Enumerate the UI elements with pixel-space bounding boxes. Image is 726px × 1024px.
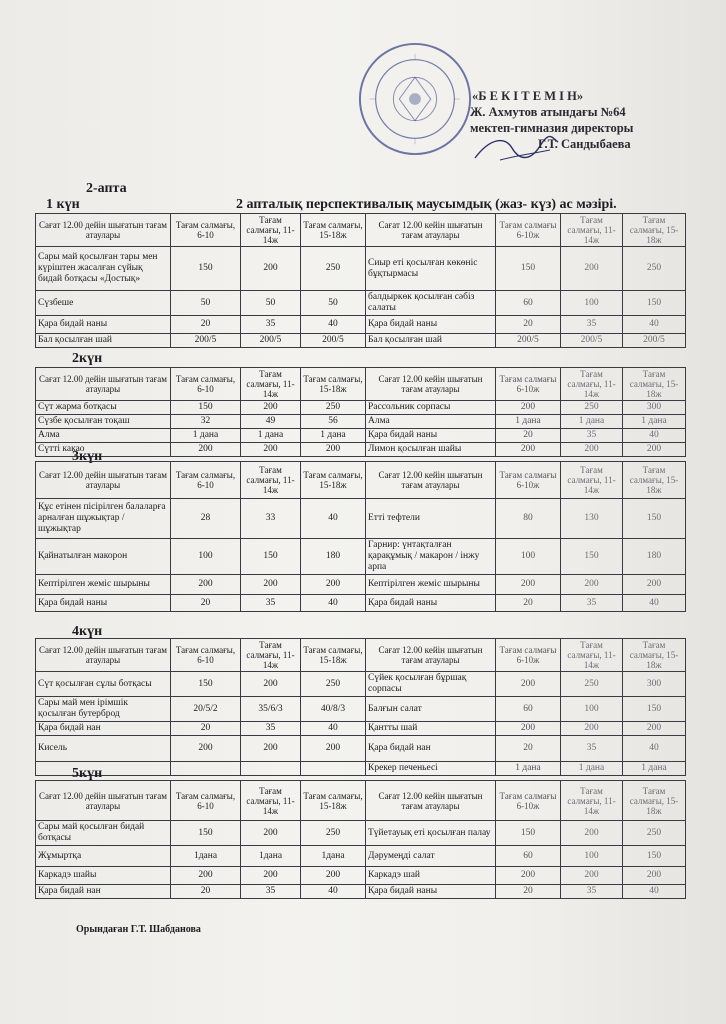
week-label: 2-апта: [86, 181, 127, 196]
dish-name-cell: Сары май қосылған тары мен күріштен жасалған сүйық бидай ботқасы «Достық»: [36, 247, 171, 291]
portion-weight-cell: 200: [561, 575, 623, 595]
portion-weight-cell: 200: [241, 575, 301, 595]
dish-name-cell: Қара бидай нан: [366, 736, 496, 762]
column-header: Тағам салмағы, 11-14ж: [561, 214, 623, 247]
portion-weight-cell: 200: [241, 867, 301, 885]
portion-weight-cell: 200: [171, 575, 241, 595]
approval-title: «Б Е К І Т Е М І Н»: [472, 89, 584, 103]
column-header: Тағам салмағы 6-10ж: [496, 462, 561, 499]
dish-name-cell: Қайнатылған макорон: [36, 539, 171, 575]
dish-name-cell: Қара бидай нан: [36, 722, 171, 736]
column-header: Сағат 12.00 дейін шығатын тағам атаулары: [36, 639, 171, 672]
portion-weight-cell: 1 дана: [561, 762, 623, 776]
day-label: 4күн: [72, 624, 103, 639]
portion-weight-cell: 200: [241, 247, 301, 291]
portion-weight-cell: 180: [623, 539, 686, 575]
column-header: Тағам салмағы, 15-18ж: [623, 368, 686, 401]
portion-weight-cell: 200: [561, 722, 623, 736]
portion-weight-cell: 200: [301, 867, 366, 885]
portion-weight-cell: 250: [623, 821, 686, 846]
dish-name-cell: Сиыр еті қосылған көкөніс бұқтырмасы: [366, 247, 496, 291]
table-row: [36, 401, 686, 415]
column-header: Тағам салмағы 6-10ж: [496, 781, 561, 821]
portion-weight-cell: 200: [496, 575, 561, 595]
column-header: Тағам салмағы, 15-18ж: [301, 368, 366, 401]
portion-weight-cell: 20: [496, 885, 561, 899]
table-row: [36, 247, 686, 291]
portion-weight-cell: 56: [301, 415, 366, 429]
portion-weight-cell: 50: [301, 291, 366, 316]
table-row: [36, 415, 686, 429]
column-header: Тағам салмағы, 6-10: [171, 462, 241, 499]
column-header: Сағат 12.00 дейін шығатын тағам атаулары: [36, 368, 171, 401]
menu-table-day-4: [35, 638, 686, 776]
portion-weight-cell: 28: [171, 499, 241, 539]
menu-table-day-1: [35, 213, 686, 348]
column-header: Тағам салмағы, 15-18ж: [301, 214, 366, 247]
portion-weight-cell: 1 дана: [623, 415, 686, 429]
portion-weight-cell: 150: [623, 846, 686, 867]
portion-weight-cell: 60: [496, 697, 561, 722]
portion-weight-cell: 35: [561, 736, 623, 762]
portion-weight-cell: 200: [623, 722, 686, 736]
column-header: Тағам салмағы, 15-18ж: [623, 462, 686, 499]
column-header: Тағам салмағы, 11-14ж: [241, 368, 301, 401]
table-row: [36, 736, 686, 762]
portion-weight-cell: 250: [301, 821, 366, 846]
table-row: [36, 846, 686, 867]
portion-weight-cell: 150: [241, 539, 301, 575]
portion-weight-cell: 200: [241, 401, 301, 415]
portion-weight-cell: 100: [496, 539, 561, 575]
dish-name-cell: Сүт қосылған сұлы ботқасы: [36, 672, 171, 697]
table-row: [36, 575, 686, 595]
dish-name-cell: Каркадэ шайы: [36, 867, 171, 885]
dish-name-cell: Бал қосылған шай: [36, 334, 171, 348]
portion-weight-cell: 100: [561, 846, 623, 867]
dish-name-cell: Қара бидай наны: [36, 595, 171, 612]
page-title: 2 апталық перспективалық маусымдық (жаз- күз) ас мәзірі.: [236, 197, 617, 212]
portion-weight-cell: 1дана: [241, 846, 301, 867]
dish-name-cell: Қара бидай наны: [366, 429, 496, 443]
portion-weight-cell: 200: [241, 443, 301, 457]
portion-weight-cell: 180: [301, 539, 366, 575]
table-row: [36, 885, 686, 899]
dish-name-cell: Түйетауық еті қосылған палау: [366, 821, 496, 846]
portion-weight-cell: 35: [561, 316, 623, 334]
column-header: Тағам салмағы, 6-10: [171, 214, 241, 247]
portion-weight-cell: 100: [171, 539, 241, 575]
portion-weight-cell: 200: [561, 247, 623, 291]
column-header: Тағам салмағы, 11-14ж: [241, 781, 301, 821]
table-row: [36, 697, 686, 722]
column-header: Тағам салмағы 6-10ж: [496, 214, 561, 247]
portion-weight-cell: 35: [241, 316, 301, 334]
portion-weight-cell: 200: [496, 443, 561, 457]
column-header: Сағат 12.00 кейін шығатын тағам атаулары: [366, 781, 496, 821]
portion-weight-cell: 1 дана: [241, 429, 301, 443]
table-row: [36, 672, 686, 697]
portion-weight-cell: 200: [623, 443, 686, 457]
column-header: Сағат 12.00 кейін шығатын тағам атаулары: [366, 639, 496, 672]
portion-weight-cell: 200: [241, 736, 301, 762]
table-row: [36, 334, 686, 348]
portion-weight-cell: 200/5: [301, 334, 366, 348]
dish-name-cell: Балғын салат: [366, 697, 496, 722]
table-row: [36, 722, 686, 736]
menu-table-day-5: [35, 780, 686, 899]
dish-name-cell: Сары май қосылған бидай ботқасы: [36, 821, 171, 846]
column-header: Сағат 12.00 кейін шығатын тағам атаулары: [366, 214, 496, 247]
portion-weight-cell: 200: [301, 443, 366, 457]
dish-name-cell: Алма: [36, 429, 171, 443]
portion-weight-cell: 35: [561, 429, 623, 443]
approval-role: мектеп-гимназия директоры: [470, 121, 634, 135]
portion-weight-cell: 250: [301, 401, 366, 415]
portion-weight-cell: 100: [561, 697, 623, 722]
dish-name-cell: Сүзбеше: [36, 291, 171, 316]
official-stamp-seal: [356, 40, 474, 158]
portion-weight-cell: 200: [171, 443, 241, 457]
portion-weight-cell: 1 дана: [301, 429, 366, 443]
dish-name-cell: Қантты шай: [366, 722, 496, 736]
dish-name-cell: Бал қосылған шай: [366, 334, 496, 348]
dish-name-cell: Лимон қосылған шайы: [366, 443, 496, 457]
portion-weight-cell: 35: [241, 885, 301, 899]
table-row: [36, 443, 686, 457]
portion-weight-cell: 150: [623, 291, 686, 316]
portion-weight-cell: 200: [496, 401, 561, 415]
day-label: 2күн: [72, 351, 103, 366]
portion-weight-cell: 200/5: [241, 334, 301, 348]
portion-weight-cell: 33: [241, 499, 301, 539]
dish-name-cell: Дәрумеңді салат: [366, 846, 496, 867]
dish-name-cell: Құс етінен пісірілген балаларға арналған шұжықтар / шұжықтар: [36, 499, 171, 539]
portion-weight-cell: 20: [496, 595, 561, 612]
dish-name-cell: Кептірілген жеміс шырыны: [366, 575, 496, 595]
portion-weight-cell: 250: [561, 401, 623, 415]
portion-weight-cell: 50: [241, 291, 301, 316]
column-header: Тағам салмағы, 11-14ж: [241, 214, 301, 247]
day-label: 1 күн: [46, 197, 80, 212]
day-label: 5күн: [72, 766, 103, 781]
portion-weight-cell: 35: [561, 595, 623, 612]
table-row: [36, 595, 686, 612]
portion-weight-cell: 20: [171, 885, 241, 899]
portion-weight-cell: 20/5/2: [171, 697, 241, 722]
column-header: Тағам салмағы, 15-18ж: [301, 781, 366, 821]
table-header-row: [36, 368, 686, 401]
menu-table-day-2: [35, 367, 686, 457]
portion-weight-cell: 200/5: [561, 334, 623, 348]
dish-name-cell: Етті тефтели: [366, 499, 496, 539]
portion-weight-cell: [171, 762, 241, 776]
portion-weight-cell: 1 дана: [171, 429, 241, 443]
portion-weight-cell: 200: [241, 672, 301, 697]
table-header-row: [36, 214, 686, 247]
dish-name-cell: Қара бидай наны: [36, 316, 171, 334]
dish-name-cell: Қара бидай нан: [36, 885, 171, 899]
portion-weight-cell: 200: [496, 867, 561, 885]
portion-weight-cell: 20: [171, 595, 241, 612]
portion-weight-cell: 40/8/3: [301, 697, 366, 722]
table-row: [36, 291, 686, 316]
portion-weight-cell: 250: [301, 247, 366, 291]
portion-weight-cell: 40: [623, 736, 686, 762]
portion-weight-cell: 200/5: [623, 334, 686, 348]
prepared-by: Орындаған Г.Т. Шабданова: [76, 924, 201, 935]
dish-name-cell: Гарнир: үнтақталған қарақұмық / макарон / інжу арпа: [366, 539, 496, 575]
portion-weight-cell: 20: [496, 316, 561, 334]
column-header: Тағам салмағы, 15-18ж: [301, 639, 366, 672]
approval-block: [470, 88, 710, 152]
dish-name-cell: Рассольник сорпасы: [366, 401, 496, 415]
table-row: [36, 762, 686, 776]
dish-name-cell: [36, 762, 171, 776]
portion-weight-cell: 300: [623, 401, 686, 415]
portion-weight-cell: 40: [301, 722, 366, 736]
column-header: Тағам салмағы, 15-18ж: [623, 781, 686, 821]
portion-weight-cell: 40: [301, 499, 366, 539]
portion-weight-cell: 1 дана: [496, 762, 561, 776]
portion-weight-cell: 40: [623, 429, 686, 443]
portion-weight-cell: 200: [496, 672, 561, 697]
approval-school: Ж. Ахмутов атындағы №64: [470, 105, 626, 119]
column-header: Сағат 12.00 дейін шығатын тағам атаулары: [36, 462, 171, 499]
column-header: Тағам салмағы, 11-14ж: [561, 639, 623, 672]
portion-weight-cell: 150: [496, 821, 561, 846]
column-header: Сағат 12.00 дейін шығатын тағам атаулары: [36, 781, 171, 821]
portion-weight-cell: 200/5: [171, 334, 241, 348]
portion-weight-cell: 200/5: [496, 334, 561, 348]
portion-weight-cell: 250: [561, 672, 623, 697]
dish-name-cell: Сүтті какао: [36, 443, 171, 457]
table-row: [36, 429, 686, 443]
dish-name-cell: Алма: [366, 415, 496, 429]
dish-name-cell: Кисель: [36, 736, 171, 762]
column-header: Тағам салмағы 6-10ж: [496, 368, 561, 401]
day-label: 3күн: [72, 449, 103, 464]
portion-weight-cell: 1 дана: [623, 762, 686, 776]
portion-weight-cell: 1дана: [171, 846, 241, 867]
portion-weight-cell: 150: [171, 672, 241, 697]
dish-name-cell: балдыркөк қосылған сәбіз салаты: [366, 291, 496, 316]
portion-weight-cell: 200: [171, 867, 241, 885]
portion-weight-cell: 200: [241, 821, 301, 846]
portion-weight-cell: 40: [301, 885, 366, 899]
portion-weight-cell: 130: [561, 499, 623, 539]
portion-weight-cell: 300: [623, 672, 686, 697]
portion-weight-cell: 150: [171, 821, 241, 846]
portion-weight-cell: 200: [623, 867, 686, 885]
portion-weight-cell: 150: [561, 539, 623, 575]
portion-weight-cell: 250: [301, 672, 366, 697]
column-header: Тағам салмағы, 15-18ж: [623, 214, 686, 247]
portion-weight-cell: 200: [561, 443, 623, 457]
column-header: Тағам салмағы 6-10ж: [496, 639, 561, 672]
column-header: Сағат 12.00 кейін шығатын тағам атаулары: [366, 368, 496, 401]
column-header: Тағам салмағы, 6-10: [171, 781, 241, 821]
portion-weight-cell: 40: [301, 595, 366, 612]
table-header-row: [36, 639, 686, 672]
table-row: [36, 499, 686, 539]
portion-weight-cell: 150: [623, 499, 686, 539]
portion-weight-cell: 100: [561, 291, 623, 316]
portion-weight-cell: 150: [623, 697, 686, 722]
column-header: Тағам салмағы, 11-14ж: [561, 781, 623, 821]
portion-weight-cell: 1 дана: [496, 415, 561, 429]
portion-weight-cell: 150: [171, 247, 241, 291]
portion-weight-cell: 40: [623, 885, 686, 899]
portion-weight-cell: 49: [241, 415, 301, 429]
table-row: [36, 821, 686, 846]
menu-table-day-3: [35, 461, 686, 612]
column-header: Тағам салмағы, 11-14ж: [561, 368, 623, 401]
portion-weight-cell: 150: [496, 247, 561, 291]
portion-weight-cell: 200: [623, 575, 686, 595]
column-header: Тағам салмағы, 11-14ж: [241, 639, 301, 672]
portion-weight-cell: 40: [623, 595, 686, 612]
portion-weight-cell: 250: [623, 247, 686, 291]
portion-weight-cell: 60: [496, 846, 561, 867]
table-header-row: [36, 781, 686, 821]
portion-weight-cell: 20: [171, 316, 241, 334]
dish-name-cell: Сүзбе қосылған тоқаш: [36, 415, 171, 429]
portion-weight-cell: 150: [171, 401, 241, 415]
portion-weight-cell: 200: [171, 736, 241, 762]
portion-weight-cell: 35: [241, 595, 301, 612]
portion-weight-cell: 35: [241, 722, 301, 736]
column-header: Тағам салмағы, 6-10: [171, 639, 241, 672]
portion-weight-cell: 60: [496, 291, 561, 316]
dish-name-cell: Қара бидай наны: [366, 595, 496, 612]
approval-director-name: Г.Т. Сандыбаева: [538, 137, 631, 151]
portion-weight-cell: 20: [496, 429, 561, 443]
portion-weight-cell: 32: [171, 415, 241, 429]
dish-name-cell: Жұмыртқа: [36, 846, 171, 867]
column-header: Сағат 12.00 дейін шығатын тағам атаулары: [36, 214, 171, 247]
column-header: Тағам салмағы, 15-18ж: [623, 639, 686, 672]
portion-weight-cell: 50: [171, 291, 241, 316]
dish-name-cell: Сары май мен ірімшік қосылған бутерброд: [36, 697, 171, 722]
portion-weight-cell: 20: [496, 736, 561, 762]
portion-weight-cell: 40: [623, 316, 686, 334]
column-header: Тағам салмағы, 11-14ж: [241, 462, 301, 499]
column-header: Тағам салмағы, 11-14ж: [561, 462, 623, 499]
table-row: [36, 316, 686, 334]
dish-name-cell: Қара бидай наны: [366, 885, 496, 899]
portion-weight-cell: 200: [496, 722, 561, 736]
dish-name-cell: Крекер печеньесі: [366, 762, 496, 776]
dish-name-cell: Сүйек қосылған бұршақ сорпасы: [366, 672, 496, 697]
portion-weight-cell: 35/6/3: [241, 697, 301, 722]
portion-weight-cell: 1 дана: [561, 415, 623, 429]
portion-weight-cell: 80: [496, 499, 561, 539]
portion-weight-cell: 200: [301, 736, 366, 762]
portion-weight-cell: 20: [171, 722, 241, 736]
dish-name-cell: Каркадэ шай: [366, 867, 496, 885]
portion-weight-cell: 40: [301, 316, 366, 334]
portion-weight-cell: 35: [561, 885, 623, 899]
portion-weight-cell: 1дана: [301, 846, 366, 867]
column-header: Сағат 12.00 кейін шығатын тағам атаулары: [366, 462, 496, 499]
column-header: Тағам салмағы, 15-18ж: [301, 462, 366, 499]
portion-weight-cell: [301, 762, 366, 776]
column-header: Тағам салмағы, 6-10: [171, 368, 241, 401]
table-row: [36, 867, 686, 885]
dish-name-cell: Қара бидай наны: [366, 316, 496, 334]
portion-weight-cell: 200: [561, 821, 623, 846]
table-header-row: [36, 462, 686, 499]
dish-name-cell: Сүт жарма ботқасы: [36, 401, 171, 415]
portion-weight-cell: 200: [561, 867, 623, 885]
portion-weight-cell: [241, 762, 301, 776]
dish-name-cell: Кептірілген жеміс шырыны: [36, 575, 171, 595]
portion-weight-cell: 200: [301, 575, 366, 595]
table-row: [36, 539, 686, 575]
